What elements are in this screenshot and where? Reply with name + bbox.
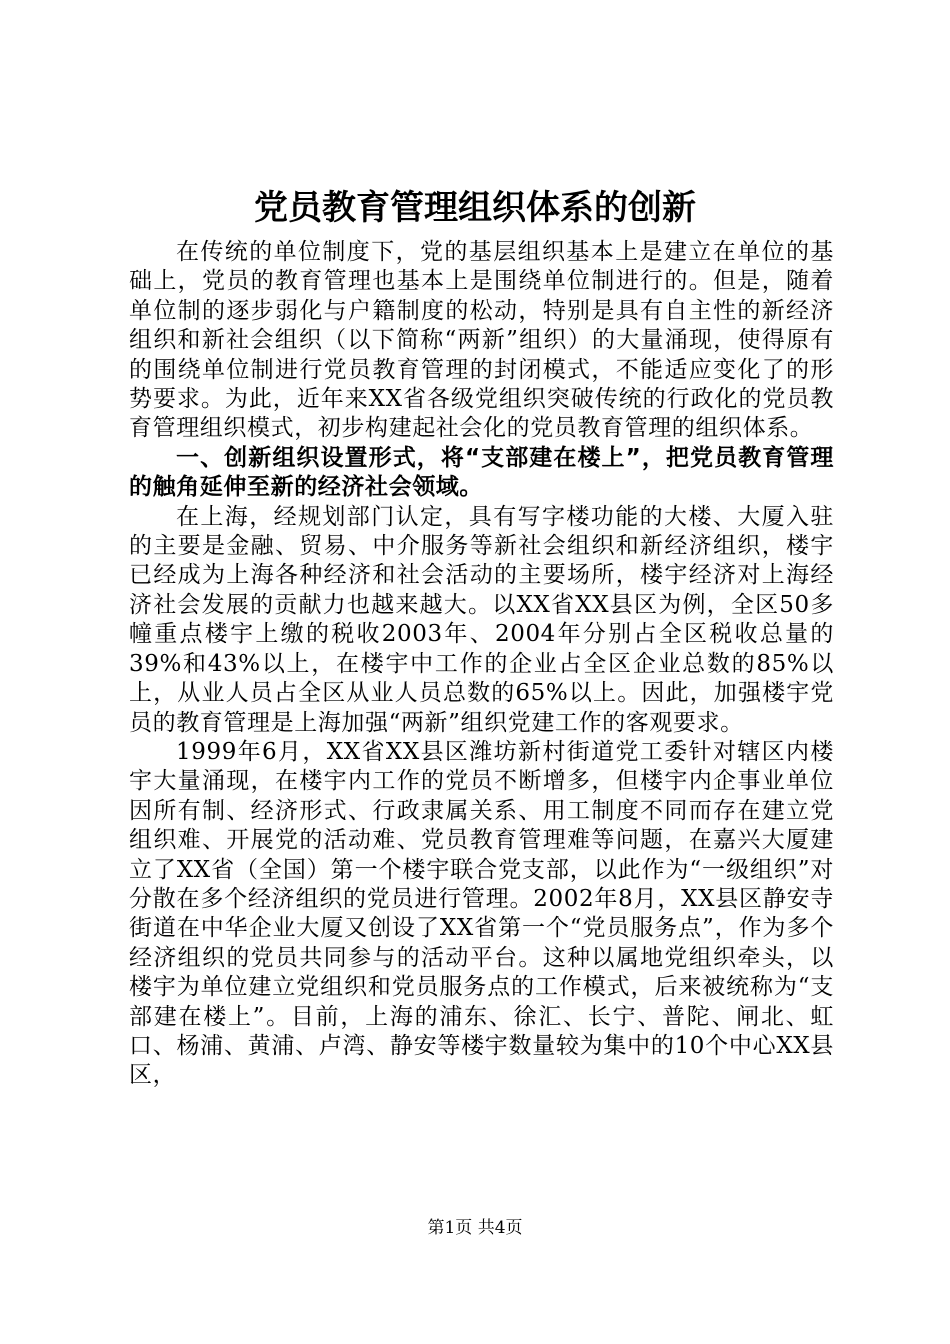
section-heading: 一、创新组织设置形式，将“支部建在楼上”，把党员教育管理的触角延伸至新的经济社会领域。 xyxy=(129,444,834,501)
page-number: 第1页 共4页 xyxy=(427,1218,523,1238)
document-body xyxy=(129,238,834,1091)
paragraph-1999: 1999年6月，XX省XX县区潍坊新村街道党工委针对辖区内楼宇大量涌现，在楼宇内工作的党员不断增多，但楼宇内企事业单位因所有制、经济形式、行政隶属关系、用工制度不同而存在建立党组织难、开展党的活动难、党员教育管理难等问题，在嘉兴大厦建立了XX省（全国）第一个楼宇联合党支部，以此作为“一级组织”对分散在多个经济组织的党员进行管理。2002年8月，XX县区静安寺街道在中华企业大厦又创设了XX省第一个“党员服务点”，作为多个经济组织的党员共同参与的活动平台。这种以属地党组织牵头，以楼宇为单位建立党组织和党员服务点的工作模式，后来被统称为“支部建在楼上”。目前，上海的浦东、徐汇、长宁、普陀、闸北、虹口、杨浦、黄浦、卢湾、静安等楼宇数量较为集中的10个中心XX县区， xyxy=(129,738,834,1089)
paragraph-intro: 在传统的单位制度下，党的基层组织基本上是建立在单位的基础上，党员的教育管理也基本上是围绕单位制进行的。但是，随着单位制的逐步弱化与户籍制度的松动，特别是具有自主性的新经济组织和新社会组织（以下简称“两新”组织）的大量涌现，使得原有的围绕单位制进行党员教育管理的封闭模式，不能适应变化了的形势要求。为此，近年来XX省各级党组织突破传统的行政化的党员教育管理组织模式，初步构建起社会化的党员教育管理的组织体系。 xyxy=(129,239,834,442)
document-title: 党员教育管理组织体系的创新 xyxy=(254,188,696,228)
paragraph-shanghai: 在上海，经规划部门认定，具有写字楼功能的大楼、大厦入驻的主要是金融、贸易、中介服务等新社会组织和新经济组织，楼宇已经成为上海各种经济和社会活动的主要场所，楼宇经济对上海经济社会发展的贡献力也越来越大。以XX省XX县区为例，全区50多幢重点楼宇上缴的税收2003年、2004年分别占全区税收总量的39%和43%以上，在楼宇中工作的企业占全区企业总数的85%以上，从业人员占全区从业人员总数的65%以上。因此，加强楼宇党员的教育管理是上海加强“两新”组织党建工作的客观要求。 xyxy=(129,503,834,736)
